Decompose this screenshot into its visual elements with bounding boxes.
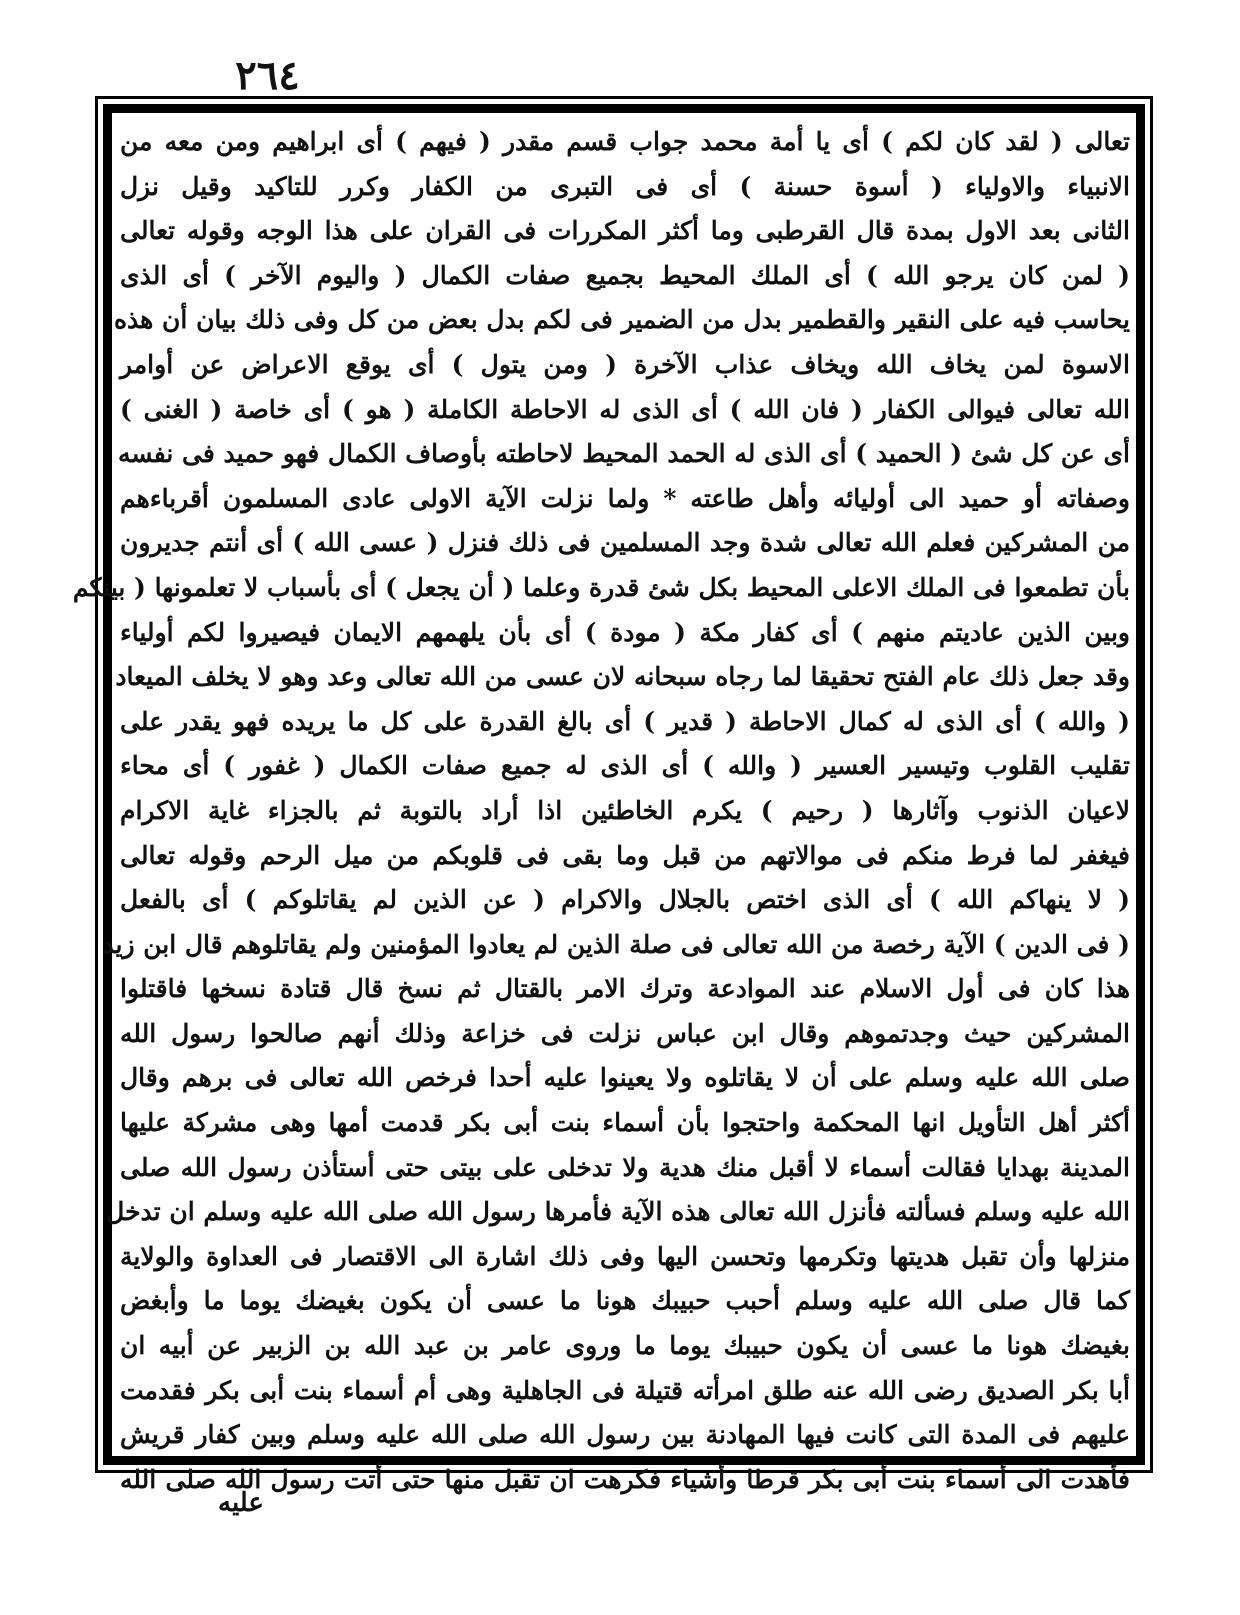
text-line: يحاسب فيه على النقير والقطمير بدل من الضمير فى لكم بدل بعض من كل وفى ذلك بيان أن هذه — [113, 305, 1130, 335]
text-line: من المشركين فعلم الله تعالى شدة وجد المسلمين فى ذلك فنزل ( عسى الله ) أى أنتم جديرون — [120, 528, 1130, 558]
text-line: لاعيان الذنوب وآثارها ( رحيم ) يكرم الخاطئين اذا أراد بالتوبة ثم بالجزاء غاية الاكرام — [120, 795, 1130, 825]
text-line: فيغفر لما فرط منكم فى موالاتهم من قبل وما بقى فى قلوبكم من ميل الرحم وقوله تعالى — [120, 840, 1130, 870]
text-line: المدينة بهدايا فقالت أسماء لا أقبل منك هدية ولا تدخلى على بيتى حتى أستأذن رسول الله صلى — [120, 1152, 1130, 1182]
text-line: أكثر أهل التأويل انها المحكمة واحتجوا بأن أسماء بنت أبى بكر قدمت أمها وهى مشركة عليها — [120, 1108, 1130, 1138]
text-line: ( والله ) أى الذى له كمال الاحاطة ( قدير ) أى بالغ القدرة على كل ما يريده فهو يقدر على — [120, 706, 1130, 736]
text-line: وقد جعل ذلك عام الفتح تحقيقا لما رجاه سبحانه لان عسى من الله تعالى وعد وهو لا يخلف الميعاد — [115, 662, 1130, 692]
page-number: ٢٦٤ — [235, 52, 300, 99]
text-line: صلى الله عليه وسلم على أن لا يقاتلوه ولا يعينوا عليه أحدا فرخص الله تعالى فى برهم وقال — [120, 1063, 1130, 1093]
text-line: الاسوة لمن يخاف الله ويخاف عذاب الآخرة ( ومن يتول ) أى يوقع الاعراض عن أوامر — [120, 349, 1130, 379]
text-line: بغيضك هونا ما عسى أن يكون حبيبك يوما ما وروى عامر بن عبد الله بن الزبير عن أبيه ان — [120, 1331, 1130, 1361]
main-text — [72, 120, 1130, 1494]
text-line: الثانى بعد الاول بمدة قال القرطبى وما أكثر المكررات فى القران على هذا الوجه وقوله تعالى — [120, 216, 1130, 246]
text-line: المشركين حيث وجدتموهم وقال ابن عباس نزلت فى خزاعة وذلك أنهم صالحوا رسول الله — [120, 1018, 1130, 1048]
text-line: وصفاته أو حميد الى أوليائه وأهل طاعته * ولما نزلت الآية الاولى عادى المسلمون أقرباءهم — [120, 483, 1130, 513]
catchword: عليه — [218, 1488, 264, 1518]
text-line: ( فى الدين ) الآية رخصة من الله تعالى فى صلة الذين لم يعادوا المؤمنين ولم يقاتلوهم قال ابن زيد — [102, 929, 1130, 959]
text-line: الانبياء والاولياء ( أسوة حسنة ) أى فى التبرى من الكفار وكرر للتاكيد وقيل نزل — [120, 171, 1130, 201]
text-line: الله تعالى فيوالى الكفار ( فان الله ) أى الذى له الاحاطة الكاملة ( هو ) أى خاصة ( الغنى ) — [120, 394, 1130, 424]
text-line: ( لا ينهاكم الله ) أى الذى اختص بالجلال والاكرام ( عن الذين لم يقاتلوكم ) أى بالفعل — [120, 885, 1130, 915]
text-line: ( لمن كان يرجو الله ) أى الملك المحيط بجميع صفات الكمال ( واليوم الآخر ) أى الذى — [120, 260, 1130, 290]
text-line: الله عليه وسلم فسألته فأنزل الله تعالى هذه الآية فأمرها رسول الله صلى الله عليه وسلم ان تدخل — [106, 1197, 1130, 1227]
text-line: منزلها وأن تقبل هديتها وتكرمها وتحسن اليها وفى ذلك اشارة الى الاقتصار فى العداوة والولاية — [120, 1241, 1130, 1271]
text-line: وبين الذين عاديتم منهم ) أى كفار مكة ( مودة ) أى بأن يلهمهم الايمان فيصيروا لكم أولياء — [120, 617, 1130, 647]
text-line: فأهدت الى أسماء بنت أبى بكر قرطا وأشياء فكرهت ان تقبل منها حتى أتت رسول الله صلى الله — [120, 1464, 1130, 1494]
text-line: هذا كان فى أول الاسلام عند الموادعة وترك الامر بالقتال ثم نسخ قال قتادة نسخها فاقتلوا — [120, 974, 1130, 1004]
text-line: تقليب القلوب وتيسير العسير ( والله ) أى الذى له جميع صفات الكمال ( غفور ) أى محاء — [120, 751, 1130, 781]
text-line: تعالى ( لقد كان لكم ) أى يا أمة محمد جواب قسم مقدر ( فيهم ) أى ابراهيم ومن معه من — [120, 127, 1130, 156]
text-line: كما قال صلى الله عليه وسلم أحبب حبيبك هونا ما عسى أن يكون بغيضك يوما ما وأبغض — [120, 1286, 1130, 1316]
text-line: عليهم فى المدة التى كانت فيها المهادنة بين رسول الله صلى الله عليه وسلم وبين كفار قريش — [120, 1420, 1130, 1450]
text-line: أى عن كل شئ ( الحميد ) أى الذى له الحمد المحيط لاحاطته بأوصاف الكمال فهو حميد فى نفسه — [118, 439, 1130, 469]
text-line: بأن تطمعوا فى الملك الاعلى المحيط بكل شئ قدرة وعلما ( أن يجعل ) أى بأسباب لا تعلمونها ( بينكم — [72, 572, 1130, 602]
text-line: أبا بكر الصديق رضى الله عنه طلق امرأته قتيلة فى الجاهلية وهى أم أسماء بنت أبى بكر فقدمت — [120, 1375, 1130, 1405]
